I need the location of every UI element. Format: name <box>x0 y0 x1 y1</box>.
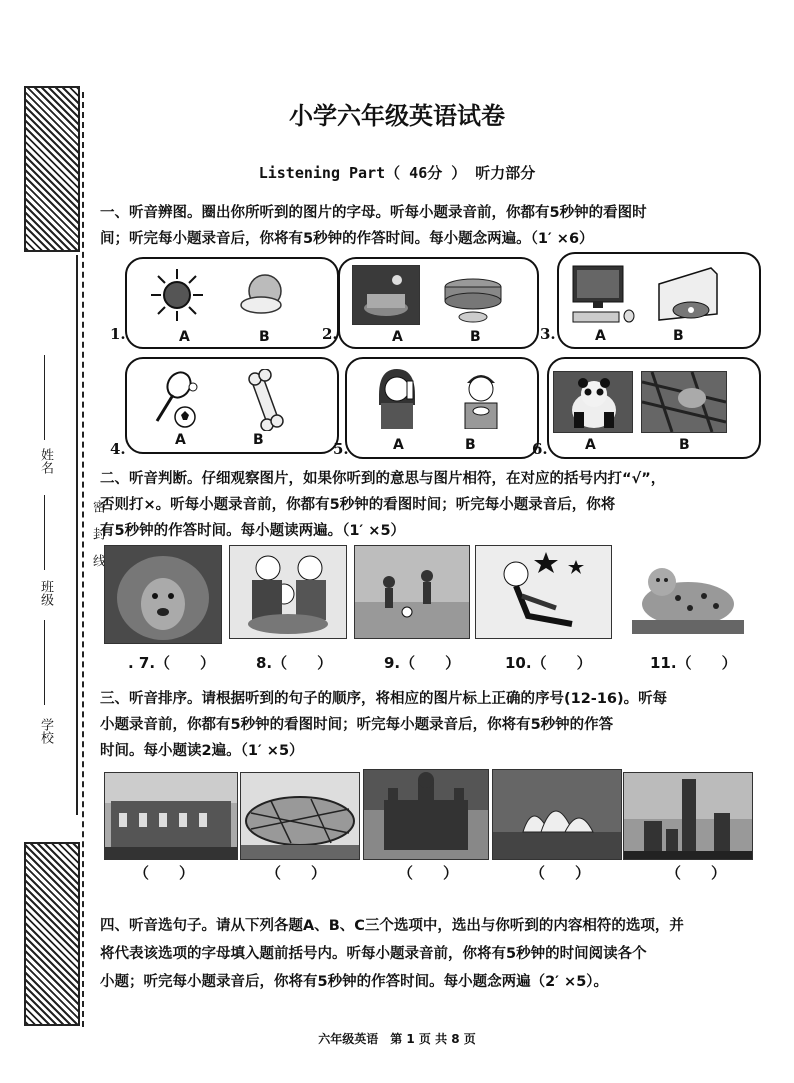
option-a-label[interactable]: A <box>595 328 606 344</box>
tennis-racket-ball-icon <box>149 369 205 431</box>
football-photo <box>354 545 470 639</box>
question-number-5: 5. <box>333 440 349 458</box>
order-blank-14[interactable]: （ ） <box>398 864 459 882</box>
sick-girl-icon <box>367 365 427 429</box>
school-label: 学校 <box>38 718 53 744</box>
question-number-2: 2. <box>322 325 338 343</box>
cloudy-icon <box>237 271 293 319</box>
panda-photo <box>553 371 633 433</box>
option-b-label[interactable]: B <box>259 329 270 345</box>
tower-photo <box>623 772 753 860</box>
computer-icon <box>567 264 639 326</box>
answer-blank-10[interactable]: 10.（ ） <box>505 654 592 672</box>
cake-photo <box>352 265 420 325</box>
option-a-label[interactable]: A <box>175 432 186 448</box>
birds-nest-stadium-photo <box>240 772 360 860</box>
question-6-box <box>547 357 761 459</box>
question-number-4: 4. <box>110 440 126 458</box>
seal-line-label: 密封线 <box>90 500 105 581</box>
order-blank-16[interactable]: （ ） <box>666 864 727 882</box>
binding-hatch-bottom <box>24 842 80 1026</box>
tiger-photo <box>641 371 727 433</box>
page-title: 小学六年级英语试卷 <box>289 102 505 130</box>
family-photo <box>229 545 347 639</box>
option-b-label[interactable]: B <box>673 328 684 344</box>
question-1-box <box>125 257 339 349</box>
binding-dashed-line <box>82 92 84 1027</box>
binding-solid-line <box>76 255 78 815</box>
section1-instruction: 一、听音辨图。圈出你所听到的图片的字母。听每小题录音前，你都有5秒钟的看图时 间；听完每小题录音后，你将有5秒钟的作答时间。每小题念两遍。（1′ ×6） <box>100 205 647 247</box>
page-subtitle: Listening Part（ 46分 ） 听力部分 <box>258 164 536 182</box>
palace-photo <box>104 772 238 860</box>
question-number-3: 3. <box>540 325 556 343</box>
cathedral-photo <box>363 769 489 860</box>
question-4-box <box>125 357 339 454</box>
sick-boy-icon <box>451 365 511 429</box>
order-blank-12[interactable]: （ ） <box>134 864 195 882</box>
option-a-label[interactable]: A <box>392 329 403 345</box>
option-a-label[interactable]: A <box>393 437 404 453</box>
bone-icon <box>237 369 293 431</box>
sun-icon <box>149 267 205 323</box>
option-b-label[interactable]: B <box>253 432 264 448</box>
name-underline <box>44 355 45 440</box>
option-b-label[interactable]: B <box>679 437 690 453</box>
lion-photo <box>104 545 222 644</box>
class-underline <box>44 495 45 570</box>
dizzy-man-photo <box>475 545 612 639</box>
option-a-label[interactable]: A <box>179 329 190 345</box>
question-5-box <box>345 357 539 459</box>
question-2-box <box>338 257 539 349</box>
option-b-label[interactable]: B <box>470 329 481 345</box>
order-blank-13[interactable]: （ ） <box>266 864 327 882</box>
answer-blank-11[interactable]: 11.（ ） <box>650 654 737 672</box>
answer-blank-8[interactable]: 8.（ ） <box>256 654 333 672</box>
school-underline <box>44 620 45 705</box>
question-3-box <box>557 252 761 349</box>
mooncake-icon <box>438 269 508 325</box>
cd-player-icon <box>649 264 721 326</box>
class-label: 班级 <box>38 580 53 606</box>
section4-instruction: 四、听音选句子。请从下列各题A、B、C三个选项中，选出与你听到的内容相符的选项，并 将代表该选项的字母填入题前括号内。听每小题录音前，你将有5秒钟的时间阅读各个 小题；听完每小题录音后，你将有5秒钟的作答时间。每小题念两遍（2′ ×5）。 <box>100 918 684 990</box>
section3-instruction: 三、听音排序。请根据听到的句子的顺序，将相应的图片标上正确的序号(12-16)。听每 小题录音前，你都有5秒钟的看图时间；听完每小题录音后，你将有5秒钟的作答 时间。每小题读2遍。（1′ ×5） <box>100 691 668 759</box>
page-footer: 六年级英语 第 1 页 共 8 页 <box>318 1032 476 1046</box>
section2-instruction: 二、听音判断。仔细观察图片，如果你听到的意思与图片相符，在对应的括号内打“√”， 否则打×。听每小题录音前，你都有5秒钟的看图时间；听完每小题录音后，你将 有5秒钟的作答时间。每小题读两遍。（1′ ×5） <box>100 471 666 539</box>
question-number-1: 1. <box>110 325 126 343</box>
option-b-label[interactable]: B <box>465 437 476 453</box>
question-number-6: 6. <box>532 440 548 458</box>
answer-blank-7[interactable]: . 7.（ ） <box>128 654 216 672</box>
order-blank-15[interactable]: （ ） <box>530 864 591 882</box>
name-label: 姓名 <box>38 448 53 474</box>
opera-house-photo <box>492 769 622 860</box>
leopard-photo <box>628 548 748 638</box>
answer-blank-9[interactable]: 9.（ ） <box>384 654 461 672</box>
option-a-label[interactable]: A <box>585 437 596 453</box>
